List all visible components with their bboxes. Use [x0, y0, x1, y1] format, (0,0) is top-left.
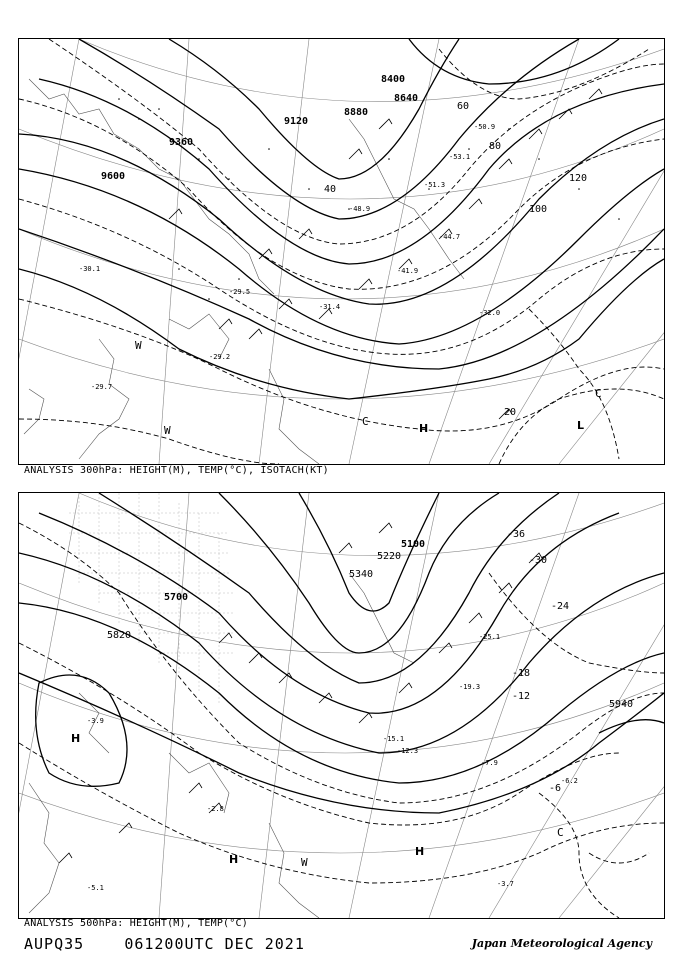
cold-center: C [557, 826, 564, 839]
height-label-5220: 5220 [377, 551, 402, 562]
temp-label: -50.9 [474, 123, 496, 131]
station-value: -2.8 [207, 805, 224, 813]
height-label-8400: 8400 [381, 74, 406, 85]
isotherm-label: -18 [512, 668, 531, 679]
wind-barbs [59, 523, 542, 863]
isotherm-label: -24 [551, 601, 570, 612]
temp-label: -30.1 [79, 265, 101, 273]
height-contours [19, 39, 664, 399]
cold-center: C [362, 415, 369, 428]
station-value: -7.9 [481, 759, 498, 767]
isotherm-label: -6 [549, 783, 562, 794]
temp-label: -29.5 [229, 288, 251, 296]
temp-label: -31.4 [319, 303, 341, 311]
height-label-8880: 8880 [344, 107, 369, 118]
high-center: H [229, 853, 239, 866]
chart-identifier [24, 935, 305, 953]
warm-center: W [301, 856, 308, 869]
station-value: -3.9 [87, 717, 104, 725]
chart-300hpa-map [19, 39, 664, 464]
hatched-area [69, 493, 234, 703]
height-label-8640: 8640 [394, 93, 419, 104]
temp-contours [19, 523, 664, 918]
agency-name: Japan Meteorological Agency [471, 937, 652, 950]
chart-500hpa [18, 492, 665, 919]
station-value: -25.1 [479, 633, 501, 641]
isotherm-label: -30 [529, 555, 548, 566]
chart-id: AUPQ35 [24, 935, 85, 953]
station-value: -12.3 [397, 747, 419, 755]
isotach-label-20: 20 [504, 407, 517, 418]
warm-center: W [164, 424, 171, 437]
low-center: L [577, 419, 585, 432]
chart-500hpa-map [19, 493, 664, 918]
high-center: H [419, 422, 429, 435]
cold-center: C [595, 387, 602, 400]
graticule [19, 39, 664, 464]
chart-datetime: 061200UTC DEC 2021 [124, 935, 305, 953]
caption-300hpa: ANALYSIS 300hPa: HEIGHT(M), TEMP(°C), ISOTACH(KT) [24, 465, 329, 476]
temp-label: -29.2 [209, 353, 231, 361]
warm-center: W [135, 339, 142, 352]
height-label-5700: 5700 [164, 592, 189, 603]
coastlines [29, 573, 414, 918]
isotach-label-100: 100 [529, 204, 548, 215]
high-center: H [415, 845, 425, 858]
isotach-label-120: 120 [569, 173, 588, 184]
isotach-label-40: 40 [324, 184, 337, 195]
isotach-label-60: 60 [457, 101, 470, 112]
isotach-label-80: 80 [489, 141, 502, 152]
station-value: -6.2 [561, 777, 578, 785]
temp-label: -29.7 [91, 383, 113, 391]
high-center: H [71, 732, 81, 745]
temp-label: -41.9 [397, 267, 419, 275]
height-label-9600: 9600 [101, 171, 126, 182]
wind-barbs [169, 89, 602, 419]
height-label-9360: 9360 [169, 137, 194, 148]
temp-label: -32.0 [479, 309, 501, 317]
caption-500hpa: ANALYSIS 500hPa: HEIGHT(M), TEMP(°C) [24, 918, 248, 929]
station-value: -19.3 [459, 683, 481, 691]
station-value: -3.7 [497, 880, 514, 888]
temp-label: -44.7 [439, 233, 461, 241]
height-label-5340: 5340 [349, 569, 374, 580]
temp-label: -51.3 [424, 181, 446, 189]
temp-label: -48.9 [349, 205, 371, 213]
height-label-5820: 5820 [107, 630, 132, 641]
station-value: -5.1 [87, 884, 104, 892]
isotherm-label: -36 [507, 529, 526, 540]
height-label-9120: 9120 [284, 116, 309, 127]
temp-label: -53.1 [449, 153, 471, 161]
station-value: -15.1 [383, 735, 405, 743]
height-label-5100: 5100 [401, 539, 426, 550]
chart-300hpa [18, 38, 665, 465]
isotach-contours [19, 39, 664, 464]
isotherm-label: -12 [512, 691, 531, 702]
height-label-5940: 5940 [609, 699, 634, 710]
